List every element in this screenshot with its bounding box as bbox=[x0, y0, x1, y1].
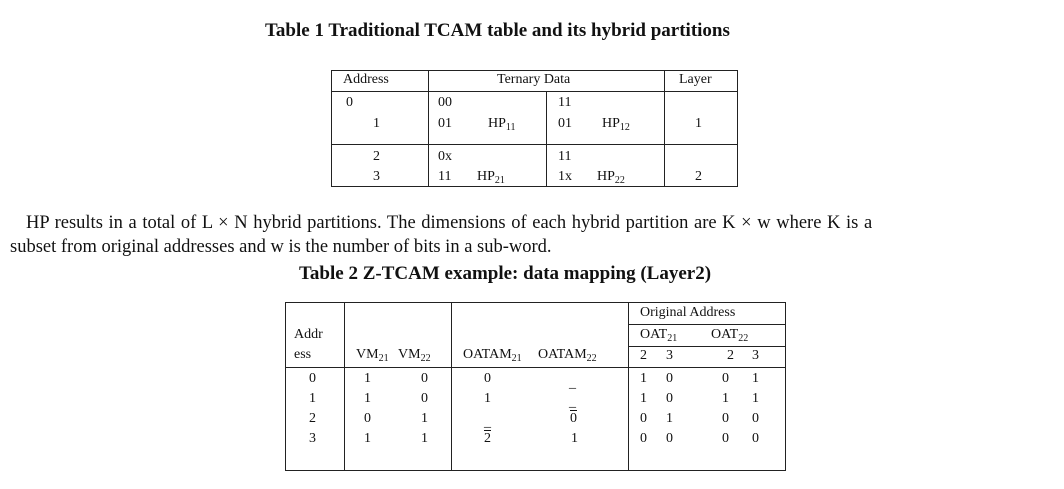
table2-header-oat-col: 3 bbox=[666, 348, 673, 363]
table2-header-oatam: $OATAM_{21}$ bbox=[463, 347, 522, 364]
table1-layer: 1 bbox=[695, 116, 702, 131]
table1-hp: $HP_{22}$ bbox=[597, 169, 625, 186]
table1-addr: 3 bbox=[373, 169, 380, 184]
table2-oat21-3: 0 bbox=[666, 371, 673, 386]
table2-oat21-2: 0 bbox=[640, 431, 647, 446]
table1-data: 11 bbox=[438, 169, 452, 184]
table2-oatam21: 0 bbox=[484, 371, 491, 386]
table2-header-oat: $OAT_{21}$ bbox=[640, 327, 678, 344]
table2-oat21-3: 0 bbox=[666, 391, 673, 406]
table2-oat22-2: 0 bbox=[722, 371, 729, 386]
table2-vm22: 1 bbox=[421, 431, 428, 446]
table2-oat22-3: 0 bbox=[752, 411, 759, 426]
table1-addr: 0 bbox=[346, 95, 353, 110]
table1-data: 11 bbox=[558, 95, 572, 110]
table1-header-layer: Layer bbox=[679, 72, 712, 87]
table2-vm21: 0 bbox=[364, 411, 371, 426]
table2-oat21-3: 1 bbox=[666, 411, 673, 426]
table1-data: 01 bbox=[438, 116, 452, 131]
table2-oatam21: 2 bbox=[484, 431, 491, 446]
table2-header-oat-col: 2 bbox=[727, 348, 734, 363]
table2-oat21-2: 1 bbox=[640, 391, 647, 406]
table1-header-address: Address bbox=[343, 72, 389, 87]
table2-header-original-address: Original Address bbox=[640, 305, 736, 320]
table2-addr: 0 bbox=[309, 371, 316, 386]
table1-data: 01 bbox=[558, 116, 572, 131]
table2-header-oat-col: 2 bbox=[640, 348, 647, 363]
table2-oat21-2: 1 bbox=[640, 371, 647, 386]
table2-oatam22: _ bbox=[569, 376, 576, 391]
table2-oatam21: 1 bbox=[484, 391, 491, 406]
table2-vm22: 0 bbox=[421, 371, 428, 386]
table2-vm22: 1 bbox=[421, 411, 428, 426]
table2-vm21: 1 bbox=[364, 431, 371, 446]
table2-header-vm: $VM_{21}$ bbox=[356, 347, 389, 364]
table1-data: 0x bbox=[438, 149, 452, 164]
table2-addr: 1 bbox=[309, 391, 316, 406]
table1-hp: $HP_{12}$ bbox=[602, 116, 630, 133]
table2-caption: Table 2 Z-TCAM example: data mapping (Layer2) bbox=[299, 263, 712, 284]
table2-header-addr: Addr bbox=[294, 327, 323, 342]
table2-oat22-2: 0 bbox=[722, 431, 729, 446]
table1-hp: $HP_{11}$ bbox=[488, 116, 516, 133]
table2-addr: 2 bbox=[309, 411, 316, 426]
table1-addr: 1 bbox=[373, 116, 380, 131]
table1-data: 00 bbox=[438, 95, 452, 110]
table2-addr: 3 bbox=[309, 431, 316, 446]
table1-data: 1x bbox=[558, 169, 572, 184]
body-text-line-2: subset from original addresses and w is the number of bits in a sub-word. bbox=[10, 237, 552, 257]
table2-oatam21: _ bbox=[484, 415, 491, 430]
table2-header-oatam: $OATAM_{22}$ bbox=[538, 347, 597, 364]
table1-hp: $HP_{21}$ bbox=[477, 169, 505, 186]
table2-oat21-3: 0 bbox=[666, 431, 673, 446]
table1-addr: 2 bbox=[373, 149, 380, 164]
table2-header-oat: $OAT_{22}$ bbox=[711, 327, 749, 344]
table2-header-oat-col: 3 bbox=[752, 348, 759, 363]
table1-layer: 2 bbox=[695, 169, 702, 184]
table2-header-addr: ess bbox=[294, 347, 312, 362]
table2-oat22-3: 1 bbox=[752, 391, 759, 406]
table2-vm21: 1 bbox=[364, 371, 371, 386]
table1-caption: Table 1 Traditional TCAM table and its hybrid partitions bbox=[265, 20, 730, 41]
table2-oat22-2: 1 bbox=[722, 391, 729, 406]
table2-oatam22: 1 bbox=[571, 431, 578, 446]
table2-oat22-3: 0 bbox=[752, 431, 759, 446]
table2-oat22-3: 1 bbox=[752, 371, 759, 386]
table2-oat22-2: 0 bbox=[722, 411, 729, 426]
table2-oatam22: _ bbox=[569, 395, 576, 410]
body-text-line-1: HP results in a total of L × N hybrid partitions. The dimensions of each hybrid partition are K × w where K is a bbox=[26, 213, 873, 233]
table1-data: 11 bbox=[558, 149, 572, 164]
table2-oat21-2: 0 bbox=[640, 411, 647, 426]
table2-header-vm: $VM_{22}$ bbox=[398, 347, 431, 364]
table2-vm21: 1 bbox=[364, 391, 371, 406]
table1-header-ternary: Ternary Data bbox=[497, 72, 571, 87]
table2-vm22: 0 bbox=[421, 391, 428, 406]
table2-oatam22: 0 bbox=[570, 411, 577, 426]
